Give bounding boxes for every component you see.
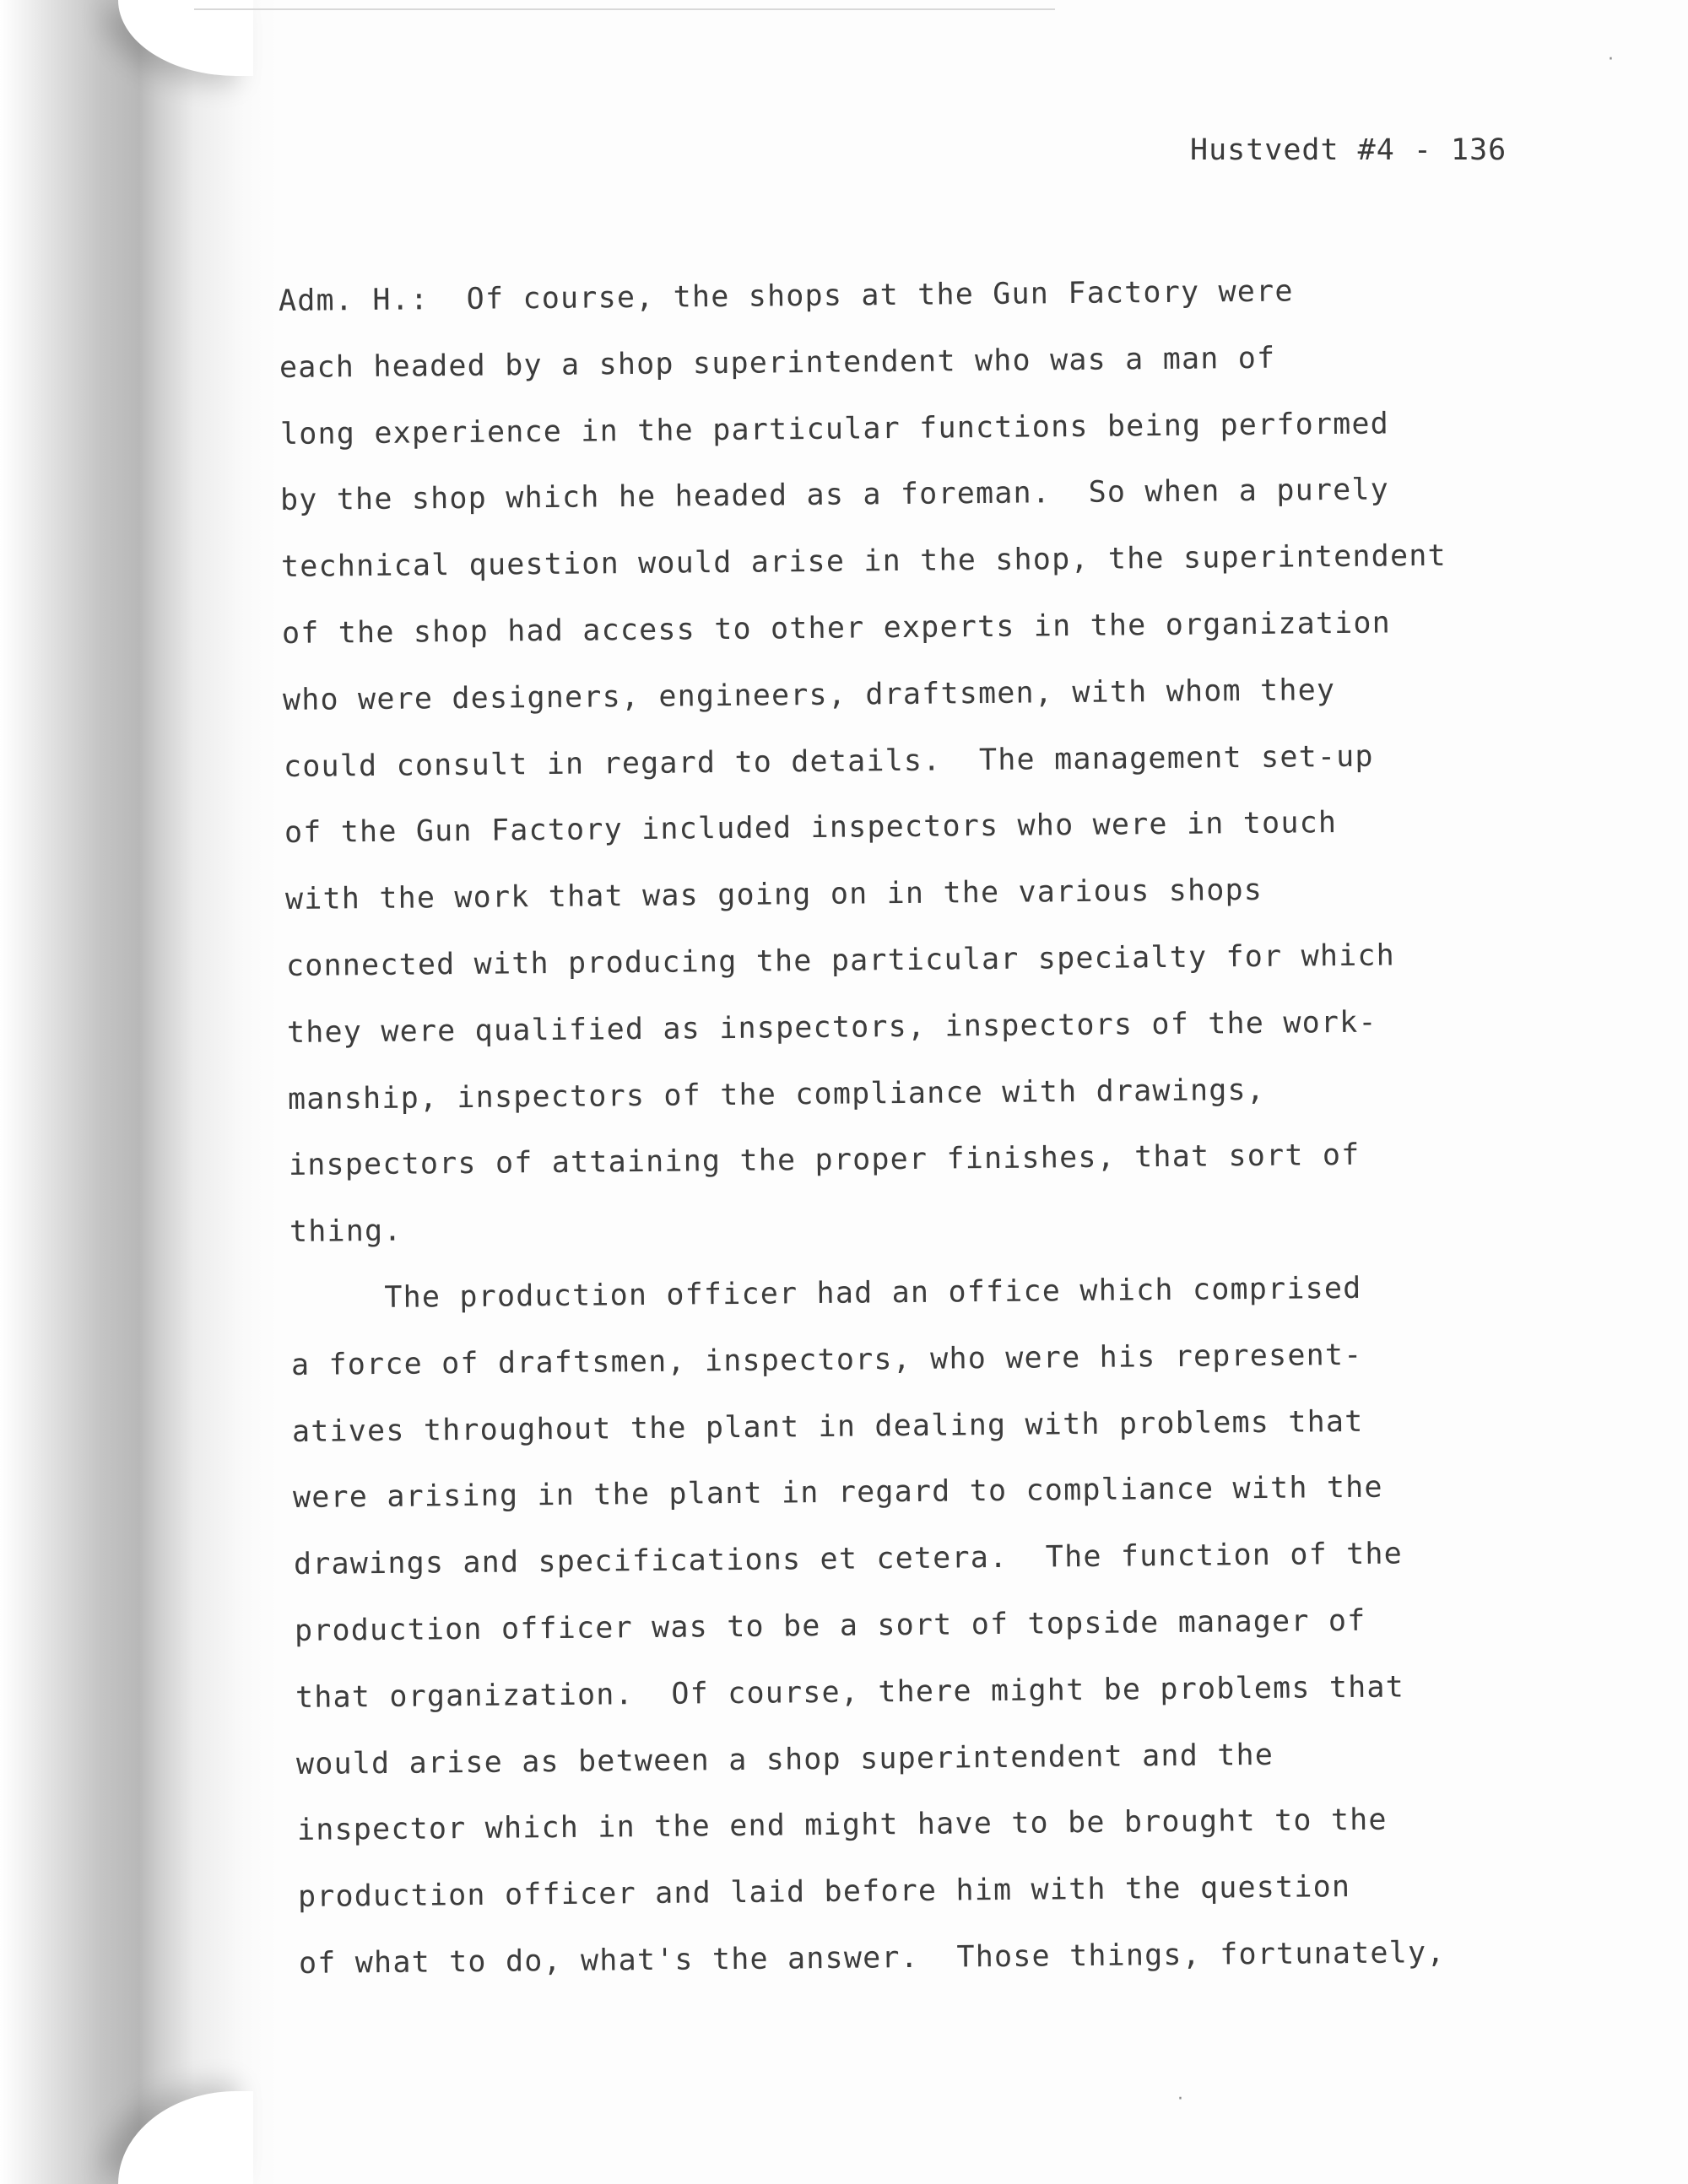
book-gutter-shadow — [0, 0, 279, 2184]
text-line: with the work that was going on in the various shops — [284, 873, 1263, 917]
text-line: technical question would arise in the shop, the superintendent — [280, 538, 1447, 585]
text-line: each headed by a shop superintendent who was a man of — [279, 341, 1276, 385]
text-line: they were qualified as inspectors, inspectors of the work- — [286, 1005, 1377, 1050]
paragraph-1 — [279, 268, 1545, 1266]
text-line: a force of draftsmen, inspectors, who were his represent- — [290, 1338, 1363, 1382]
scan-speck: · — [1608, 49, 1614, 70]
text-line: thing. — [289, 1214, 403, 1250]
text-line: of what to do, what's the answer. Those things, fortunately, — [298, 1935, 1446, 1981]
text-line: atives throughout the plant in dealing with problems that — [291, 1404, 1364, 1449]
text-line: manship, inspectors of the compliance with drawings, — [287, 1073, 1266, 1116]
paragraph-2 — [279, 1266, 1545, 1997]
text-line: The production officer had an office which comprised — [289, 1271, 1362, 1316]
top-edge-line — [194, 8, 1055, 10]
page-header: Hustvedt #4 - 136 — [1190, 133, 1507, 167]
text-line: were arising in the plant in regard to compliance with the — [292, 1470, 1383, 1516]
text-line: would arise as between a shop superintendent and the — [295, 1738, 1274, 1781]
text-line: inspector which in the end might have to be brought to the — [296, 1803, 1388, 1848]
text-line: could consult in regard to details. The management set-up — [283, 739, 1374, 784]
text-line: connected with producing the particular specialty for which — [285, 938, 1396, 983]
text-line: long experience in the particular functions being performed — [279, 406, 1390, 451]
text-line: by the shop which he headed as a foreman. So when a purely — [279, 473, 1390, 518]
text-line: that organization. Of course, there might be problems that — [295, 1670, 1405, 1715]
text-line: of the Gun Factory included inspectors who were in touch — [284, 806, 1338, 851]
text-line: production officer was to be a sort of topside manager of — [294, 1603, 1366, 1648]
scan-speck: · — [1177, 2089, 1183, 2110]
transcript-body — [279, 268, 1545, 1997]
text-line: who were designers, engineers, draftsmen, with whom they — [282, 673, 1336, 717]
text-line: drawings and specifications et cetera. The function of the — [293, 1537, 1404, 1582]
text-line: production officer and laid before him with the question — [297, 1870, 1351, 1915]
text-line: Adm. H.: Of course, the shops at the Gun Factory were — [278, 274, 1294, 318]
text-line: of the shop had access to other experts in the organization — [281, 606, 1392, 651]
text-line: inspectors of attaining the proper finishes, that sort of — [288, 1138, 1361, 1183]
